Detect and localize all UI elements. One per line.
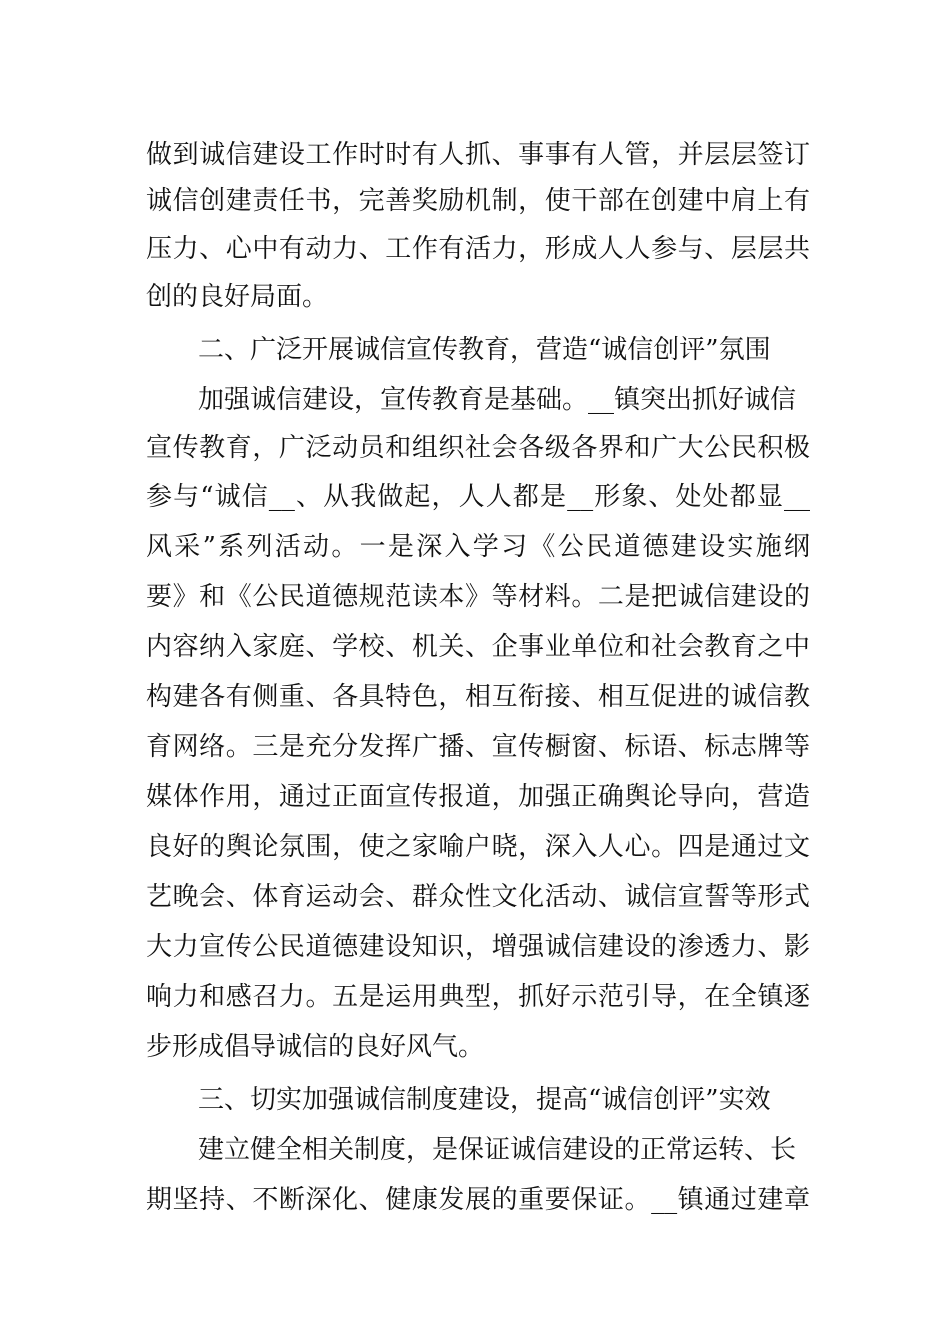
text-line: 育网络。三是充分发挥广播、宣传橱窗、标语、标志牌等 — [146, 732, 810, 762]
text-line: 宣传教育，广泛动员和组织社会各级各界和广大公民积极 — [146, 433, 810, 463]
text-line: 创的良好局面。 — [146, 282, 329, 312]
paragraph-first-line: 加强诚信建设，宣传教育是基础。__镇突出抓好诚信 — [198, 385, 797, 415]
text-line: 步形成倡导诚信的良好风气。 — [146, 1032, 485, 1062]
text-line: 艺晚会、体育运动会、群众性文化活动、诚信宣誓等形式 — [146, 882, 810, 912]
text-line: 构建各有侧重、各具特色，相互衔接、相互促进的诚信教 — [146, 682, 810, 712]
text-line: 响力和感召力。五是运用典型，抓好示范引导，在全镇逐 — [146, 982, 810, 1012]
paragraph-first-line: 建立健全相关制度，是保证诚信建设的正常运转、长 — [198, 1135, 797, 1165]
text-line: 期坚持、不断深化、健康发展的重要保证。__镇通过建章 — [146, 1185, 810, 1215]
text-line: 参与“诚信__、从我做起，人人都是__形象、处处都显__ — [146, 482, 810, 512]
text-line: 大力宣传公民道德建设知识，增强诚信建设的渗透力、影 — [146, 932, 810, 962]
text-line: 做到诚信建设工作时时有人抓、事事有人管，并层层签订 — [146, 140, 810, 170]
text-line: 诚信创建责任书，完善奖励机制，使干部在创建中肩上有 — [146, 186, 810, 216]
text-line: 风采”系列活动。一是深入学习《公民道德建设实施纲 — [146, 532, 810, 562]
text-line: 内容纳入家庭、学校、机关、企事业单位和社会教育之中 — [146, 632, 810, 662]
text-line: 压力、心中有动力、工作有活力，形成人人参与、层层共 — [146, 234, 810, 264]
section-heading: 二、广泛开展诚信宣传教育，营造“诚信创评”氛围 — [198, 335, 771, 365]
section-heading: 三、切实加强诚信制度建设，提高“诚信创评”实效 — [198, 1085, 771, 1115]
text-line: 要》和《公民道德规范读本》等材料。二是把诚信建设的 — [146, 582, 810, 612]
text-line: 媒体作用，通过正面宣传报道，加强正确舆论导向，营造 — [146, 782, 810, 812]
text-line: 良好的舆论氛围，使之家喻户晓，深入人心。四是通过文 — [146, 832, 810, 862]
